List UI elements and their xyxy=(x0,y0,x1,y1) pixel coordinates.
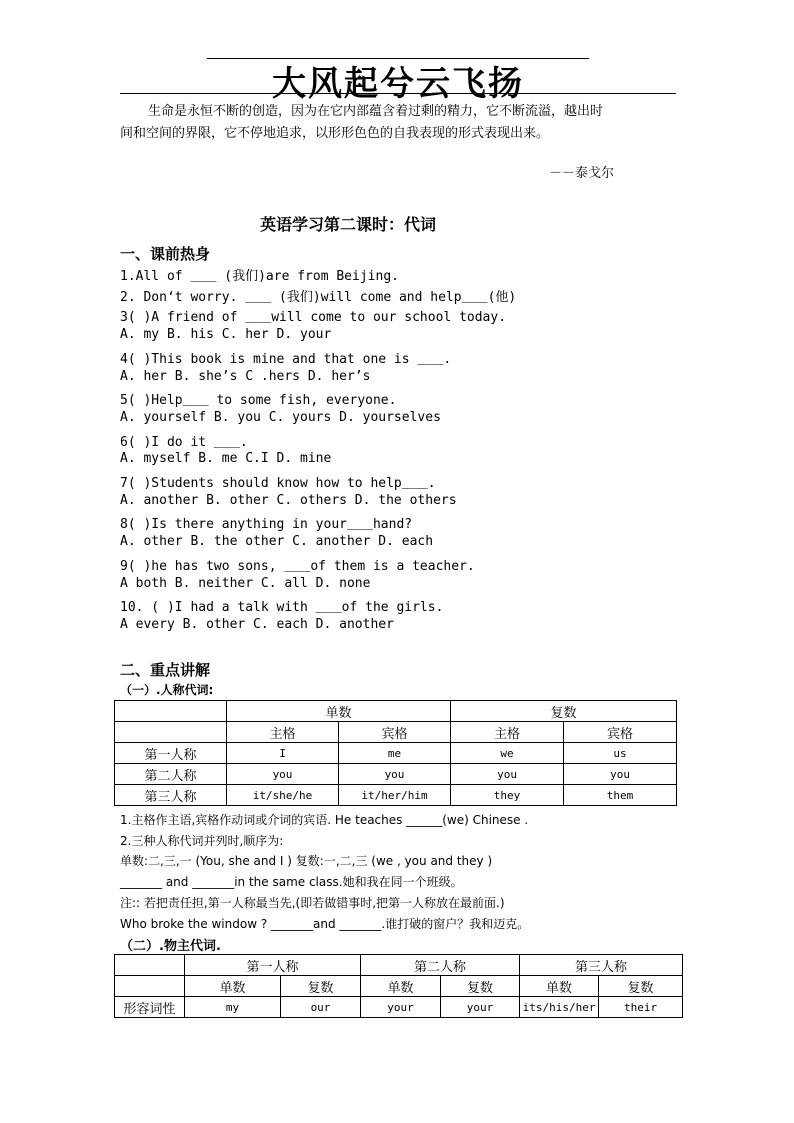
table-row xyxy=(115,764,677,785)
possessive-pronoun-table xyxy=(114,954,683,1018)
group-header: 第三人称 xyxy=(520,955,683,976)
quote-author: －－泰戈尔 xyxy=(549,166,615,181)
col-header: 单数 xyxy=(520,976,599,997)
row-label: 第二人称 xyxy=(115,764,227,785)
col-header: 主格 xyxy=(227,722,339,743)
note-line-6: Who broke the window ? _______and _______.谁打破的窗户？我和迈克。 xyxy=(120,917,530,931)
note-line-3: 单数:二,三,一 (You, she and I ) 复数:一,二,三 (we , you and they ) xyxy=(120,854,493,868)
table-corner-cell xyxy=(115,976,185,997)
table-cell: you xyxy=(227,764,339,785)
table-cell: it/she/he xyxy=(227,785,339,806)
table-cell: it/her/him xyxy=(339,785,451,806)
group-header-singular: 单数 xyxy=(227,701,451,722)
quote-line-1: 生命是永恒不断的创造，因为在它内部蕴含着过剩的精力，它不断流溢，越出时 xyxy=(148,104,604,119)
table-cell: its/his/her xyxy=(520,997,599,1018)
exercise-line: 9( )he has two sons, ＿＿of them is a teacher. xyxy=(120,558,475,574)
exercise-line: 1.All of ＿＿ (我们)are from Beijing. xyxy=(120,269,399,284)
group-header: 第一人称 xyxy=(185,955,361,976)
table-cell: your xyxy=(361,997,441,1018)
exercise-line: A. her B. she’s C .hers D. her’s xyxy=(120,368,371,384)
row-label: 形容词性 xyxy=(115,997,185,1018)
exercise-line: A. my B. his C. her D. your xyxy=(120,327,332,343)
col-header: 宾格 xyxy=(339,722,451,743)
col-header: 单数 xyxy=(361,976,441,997)
row-label: 第三人称 xyxy=(115,785,227,806)
exercise-line: A every B. other C. each D. another xyxy=(120,616,394,632)
banner-title: 大风起兮云飞扬 xyxy=(272,64,524,104)
table-cell: their xyxy=(599,997,683,1018)
section2-heading: 二、重点讲解 xyxy=(120,661,211,679)
exercise-line: 10. ( )I had a talk with ＿＿of the girls. xyxy=(120,600,444,616)
table-row xyxy=(115,997,683,1018)
table-cell: I xyxy=(227,743,339,764)
exercise-line: A. myself B. me C.I D. mine xyxy=(120,451,332,467)
possessive-pronoun-subheading: （二）.物主代词. xyxy=(120,939,221,954)
table-corner-cell xyxy=(115,722,227,743)
personal-pronoun-table xyxy=(114,700,677,806)
table-cell: us xyxy=(564,743,677,764)
personal-pronoun-subheading: （一）.人称代词: xyxy=(120,683,214,697)
section1-heading: 一、课前热身 xyxy=(120,245,211,263)
table-row xyxy=(115,743,677,764)
col-header: 宾格 xyxy=(564,722,677,743)
page-title: 英语学习第二课时：代词 xyxy=(260,215,437,234)
table-cell: my xyxy=(185,997,281,1018)
col-header: 单数 xyxy=(185,976,281,997)
exercise-line: 5( )Help＿＿ to some fish, everyone. xyxy=(120,393,397,409)
group-header-plural: 复数 xyxy=(451,701,677,722)
exercise-line: 6( )I do it ＿＿. xyxy=(120,434,248,450)
table-corner-cell xyxy=(115,955,185,976)
exercise-line: 4( )This book is mine and that one is ＿＿. xyxy=(120,351,452,367)
exercise-line: 3( )A friend of ＿＿will come to our school today. xyxy=(120,310,507,326)
table-cell: you xyxy=(451,764,564,785)
exercise-line: A. yourself B. you C. yours D. yourselves xyxy=(120,409,441,425)
exercise-line: A. another B. other C. others D. the others xyxy=(120,492,457,508)
exercise-line: A. other B. the other C. another D. each xyxy=(120,534,434,550)
note-line-5: 注:: 若把责任担,第一人称最当先,(即若做错事时,把第一人称放在最前面.) xyxy=(120,896,505,910)
table-cell: me xyxy=(339,743,451,764)
col-header: 复数 xyxy=(441,976,520,997)
note-line-1: 1.主格作主语,宾格作动词或介词的宾语. He teaches ______(we) Chinese . xyxy=(120,813,529,827)
col-header: 复数 xyxy=(599,976,683,997)
row-label: 第一人称 xyxy=(115,743,227,764)
exercise-line: 2. Don‘t worry. ＿＿ (我们)will come and help＿＿(他) xyxy=(120,289,517,305)
col-header: 复数 xyxy=(281,976,361,997)
table-cell: you xyxy=(339,764,451,785)
table-row xyxy=(115,785,677,806)
table-cell: you xyxy=(564,764,677,785)
exercise-line: 8( )Is there anything in your＿＿hand? xyxy=(120,517,413,533)
group-header: 第二人称 xyxy=(361,955,520,976)
table-cell: they xyxy=(451,785,564,806)
col-header: 主格 xyxy=(451,722,564,743)
table-cell: them xyxy=(564,785,677,806)
note-line-2: 2.三种人称代词并列时,顺序为: xyxy=(120,834,284,848)
table-corner-cell xyxy=(115,701,227,722)
table-cell: your xyxy=(441,997,520,1018)
exercise-line: 7( )Students should know how to help＿＿. xyxy=(120,476,436,491)
banner-rule xyxy=(120,93,676,94)
exercise-line: A both B. neither C. all D. none xyxy=(120,575,371,591)
quote-line-2: 间和空间的界限，它不停地追求，以形形色色的自我表现的形式表现出来。 xyxy=(120,126,550,141)
table-cell: we xyxy=(451,743,564,764)
table-cell: our xyxy=(281,997,361,1018)
note-line-4: _______ and _______in the same class.她和我在同一个班级。 xyxy=(120,875,463,889)
